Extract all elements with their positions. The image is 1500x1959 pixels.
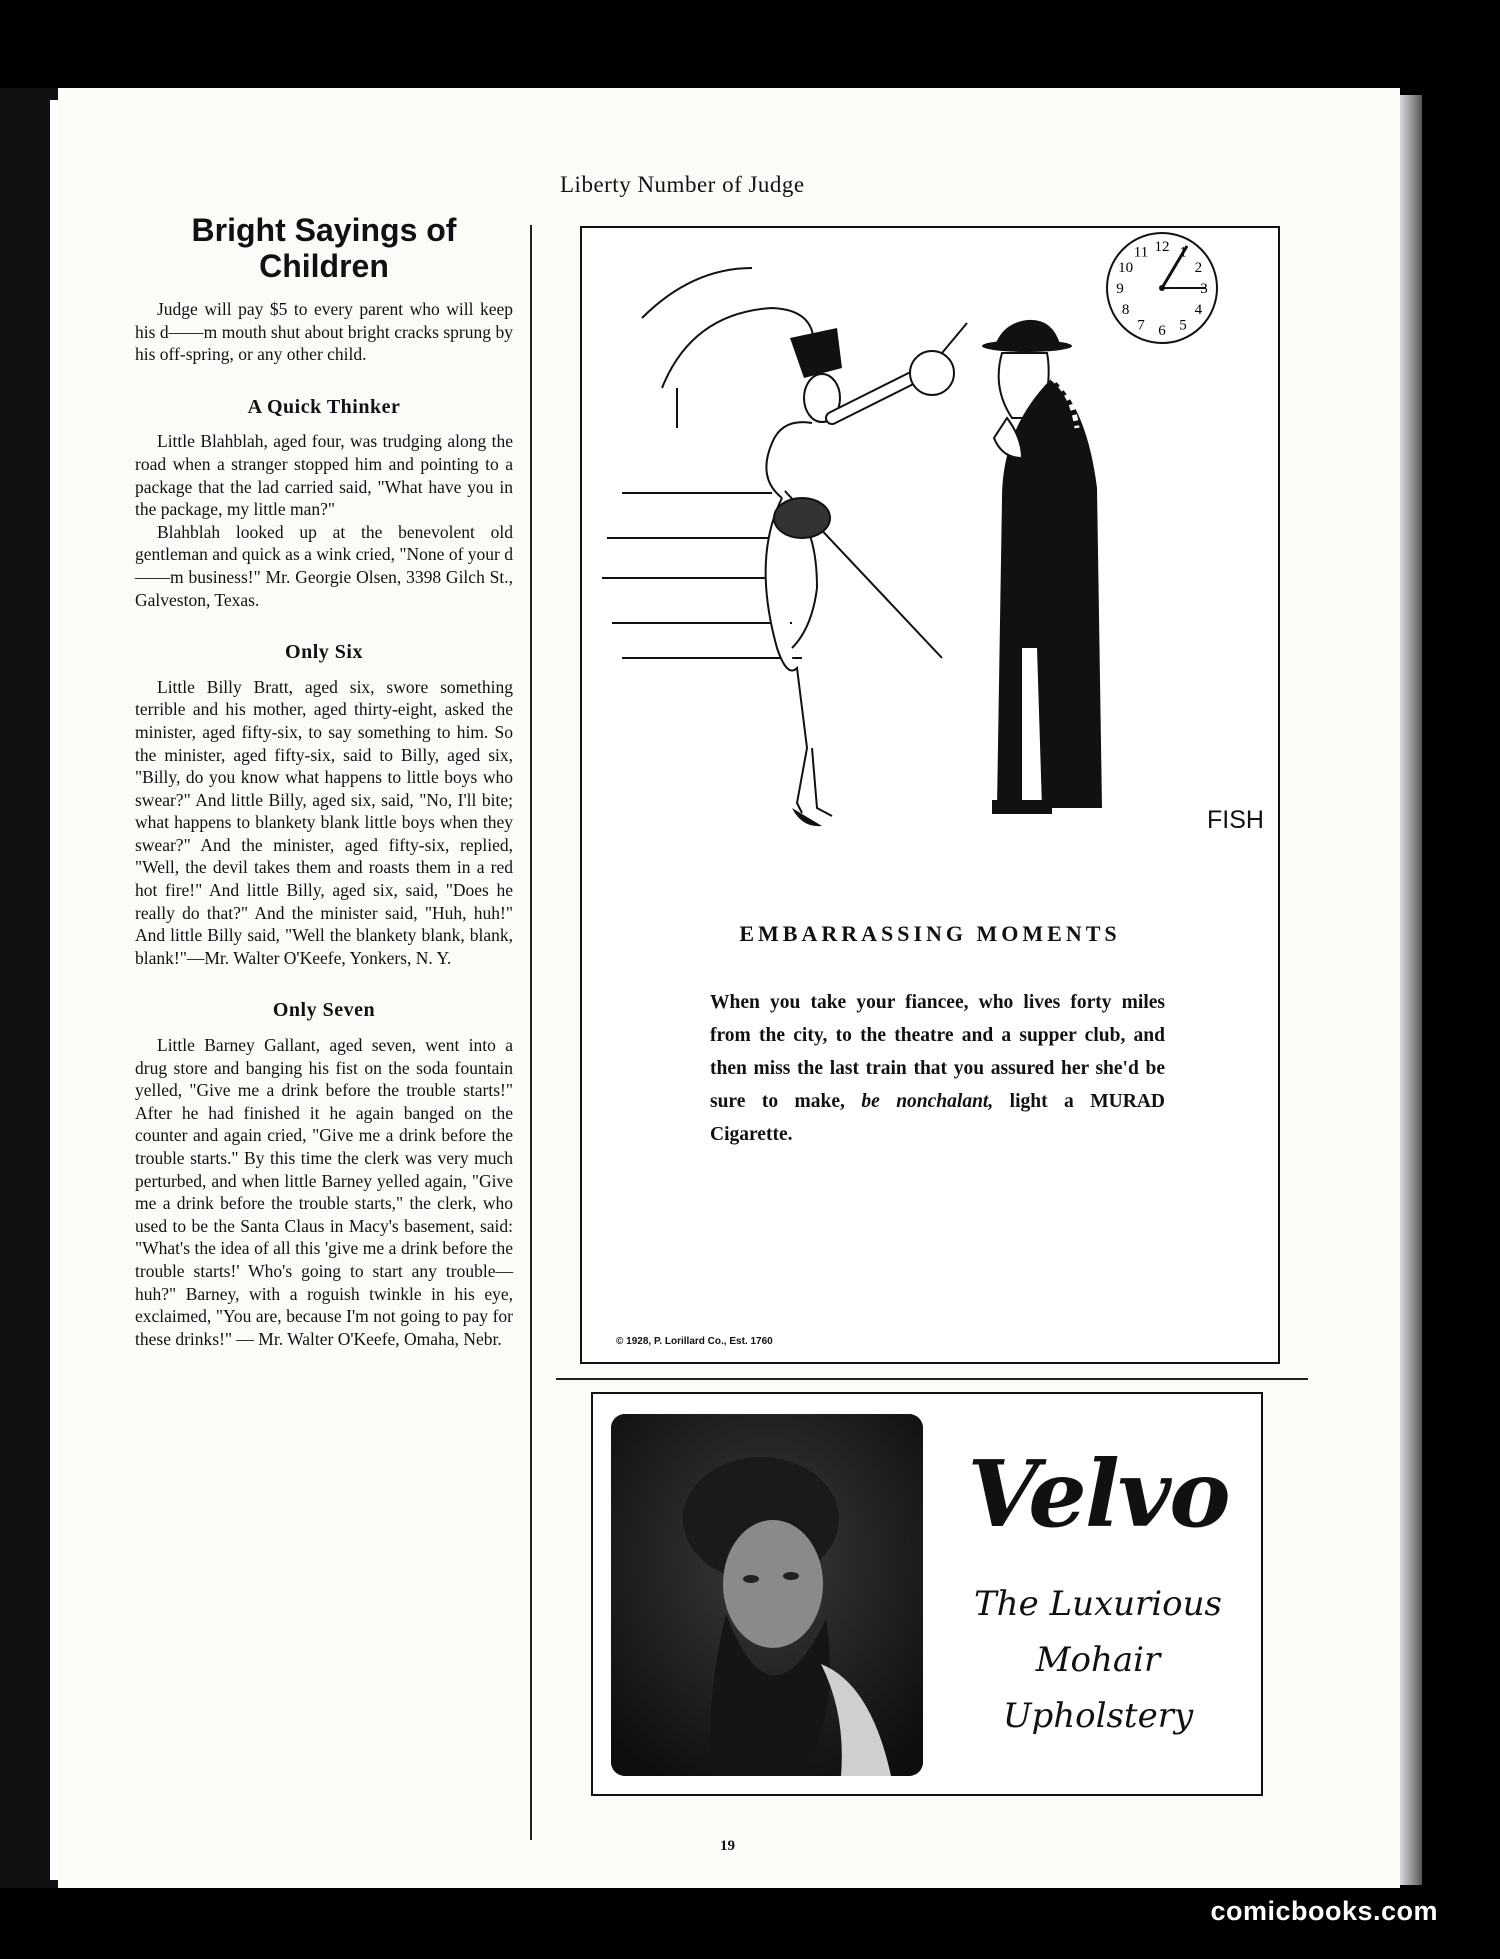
bright-sayings-column [135, 212, 513, 1350]
column-title: Bright Sayings of Children [191, 212, 457, 284]
ad-divider [556, 1378, 1308, 1380]
murad-advertisement [580, 226, 1280, 1364]
velvo-tagline [953, 1576, 1243, 1744]
clock-number: 5 [1179, 317, 1187, 334]
clock-number: 10 [1118, 260, 1134, 276]
clock-number: 8 [1121, 302, 1130, 318]
story-paragraph: Blahblah looked up at the benevolent old gentleman and quick as a wink cried, "None of your d——m business!" Mr. Georgie Olsen, 3398 Gilch St., Galveston, Texas. [135, 521, 513, 610]
clock-number: 1 [1179, 244, 1187, 261]
clock-number: 3 [1200, 281, 1208, 297]
clock-number: 4 [1194, 302, 1203, 318]
story-paragraph: Little Barney Gallant, aged seven, went into a drug store and banging his fist on the soda fountain yelled, "Give me a drink before the trouble starts!" After he had finished it he again banged on the counter and again cried, "Give me a drink before the trouble starts." By this time the clerk was very much perturbed, and when little Barney yelled again, "Give me a drink before the trouble starts," the clerk, who used to be the Santa Claus in Macy's basement, said: "What's the idea of all this 'give me a drink before the trouble starts!' Who's going to start any trouble—huh?" Barney, with a roguish twinkle in his eye, exclaimed, "You are, because I'm not going to pay for these drinks!" — Mr. Walter O'Keefe, Omaha, Nebr. [135, 1035, 513, 1349]
running-head: Liberty Number of Judge [560, 172, 805, 197]
spine-page-edge [50, 100, 58, 1880]
column-divider [530, 225, 532, 1840]
velvo-advertisement [591, 1392, 1263, 1796]
clock-number: 6 [1158, 323, 1166, 339]
clock-number: 12 [1154, 239, 1170, 255]
story-heading: Only Six [285, 641, 363, 664]
page-stack-edge [1400, 95, 1422, 1885]
story-heading: A Quick Thinker [247, 395, 401, 418]
ad-body-tail: light a MURAD Cigarette. [710, 1091, 1165, 1145]
tagline-line: Upholstery [1002, 1696, 1194, 1736]
portrait-photo [611, 1414, 923, 1776]
ad-body-lead: When you take your fiancee, who lives forty miles from the city, to the theatre and a supper club, and then miss the last train that you assured her she'd be sure to make, [710, 992, 1165, 1112]
velvo-brand: Velvo [967, 1440, 1229, 1548]
copyright-notice: © 1928, P. Lorillard Co., Est. 1760 [616, 1336, 773, 1347]
clock-number: 9 [1116, 281, 1124, 297]
story-heading: Only Seven [272, 999, 376, 1022]
artist-signature: FISH [1207, 806, 1264, 834]
ad-body-copy [710, 986, 1165, 1151]
clock-number: 2 [1194, 260, 1203, 276]
story-paragraph: Little Blahblah, aged four, was trudging along the road when a stranger stopped him and pointing to a package that the lad carried said, "What have you in the package, my little man?" [135, 431, 513, 520]
cartoon-illustration [582, 228, 1278, 908]
tagline-line: The Luxurious [974, 1584, 1222, 1624]
clock-number: 7 [1137, 317, 1145, 334]
watermark: comicbooks.com [1210, 1896, 1438, 1926]
clock-number: 11 [1133, 244, 1149, 261]
tagline-line: Mohair [1035, 1640, 1161, 1680]
story-paragraph: Little Billy Bratt, aged six, swore something terrible and his mother, aged thirty-eight, asked the minister, aged fifty-six, to say something to him. So the minister, aged fifty-six, said to Billy, aged six, "Billy, do you know what happens to little boys who swear?" And little Billy, aged six, said, "No, I'll bite; what happens to blankety blank little boys when they swear?" And the minister, aged fifty-six, replied, "Well, the devil takes them and roasts them in a red hot fire!" And little Billy, aged six, said, "Does he really do that?" And the minister said, "Huh, huh!" And little Billy said, "Well the blankety blank, blank, blank!"—Mr. Walter O'Keefe, Yonkers, N. Y. [135, 676, 513, 968]
ad-body-italic: be nonchalant, [861, 1091, 994, 1112]
page-number: 19 [720, 1838, 735, 1854]
column-intro: Judge will pay $5 to every parent who will keep his d——m mouth shut about bright cracks sprung by his off-spring, or any other child. [135, 299, 513, 365]
ad-headline: EMBARRASSING MOMENTS [739, 921, 1121, 946]
